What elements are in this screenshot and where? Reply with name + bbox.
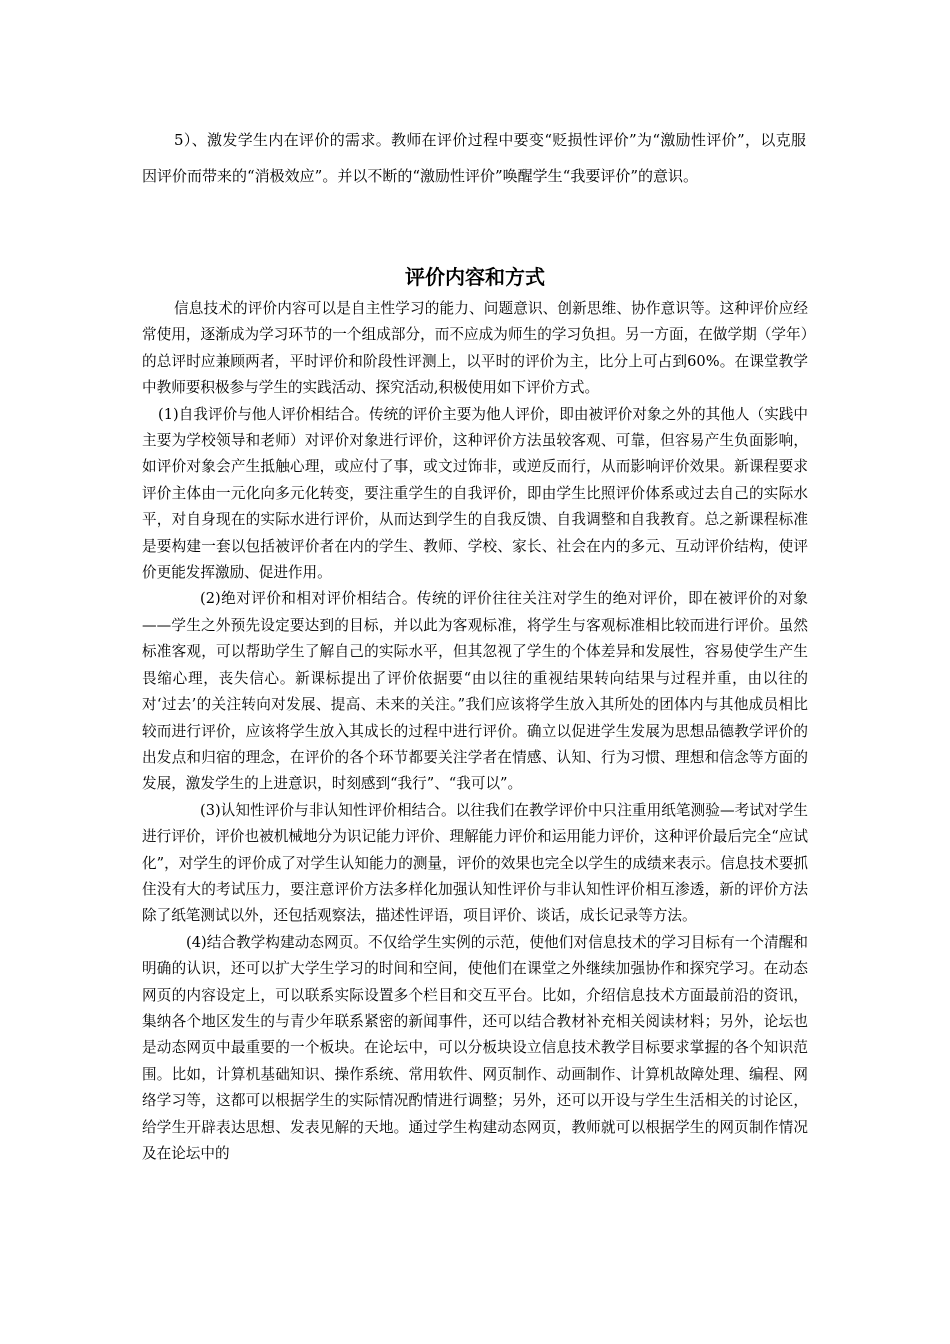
- paragraph-cognitive-noncognitive-evaluation: (3)认知性评价与非认知性评价相结合。以往我们在教学评价中只注重用纸笔测验—考试对学生进行评价，评价也被机械地分为识记能力评价、理解能力评价和运用能力评价，这种评价最后完全“应试化”，对学生的评价成了对学生认知能力的测量，评价的效果也完全以学生的成绩来表示。信息技术要抓住没有大的考试压力，要注意评价方法多样化加强认知性评价与非认知性评价相互渗透，新的评价方法除了纸笔测试以外，还包括观察法，描述性评语，项目评价、谈话，成长记录等方法。: [142, 801, 808, 925]
- intro-paragraph: 5）、激发学生内在评价的需求。教师在评价过程中要变“贬损性评价”为“激励性评价”，以克服因评价而带来的“消极效应”。并以不断的“激励性评价”唤醒学生“我要评价”的意识。: [142, 131, 806, 185]
- section-body: [142, 296, 808, 1167]
- section-title: 评价内容和方式: [405, 265, 545, 289]
- paragraph-absolute-relative-evaluation: (2)绝对评价和相对评价相结合。传统的评价往往关注对学生的绝对评价，即在被评价的对象——学生之外预先设定要达到的目标，并以此为客观标准，将学生与客观标准相比较而进行评价。虽然标准客观，可以帮助学生了解自己的实际水平，但其忽视了学生的个体差异和发展性，容易使学生产生畏缩心理，丧失信心。新课标提出了评价依据要“由以往的重视结果转向结果与过程并重，由以往的对‘过去’的关注转向对发展、提高、未来的关注。”我们应该将学生放入其所处的团体内与其他成员相比较而进行评价，应该将学生放入其成长的过程中进行评价。确立以促进学生发展为思想品德教学评价的出发点和归宿的理念，在评价的各个环节都要关注学者在情感、认知、行为习惯、理想和信念等方面的发展，激发学生的上进意识，时刻感到“我行”、“我可以”。: [142, 590, 808, 793]
- paragraph-self-and-peer-evaluation: (1)自我评价与他人评价相结合。传统的评价主要为他人评价，即由被评价对象之外的其他人（实践中主要为学校领导和老师）对评价对象进行评价，这种评价方法虽较客观、可靠，但容易产生负面影响，如评价对象会产生抵触心理，或应付了事，或文过饰非，或逆反而行，从而影响评价效果。新课程要求评价主体由一元化向多元化转变，要注重学生的自我评价，即由学生比照评价体系或过去自己的实际水平，对自身现在的实际水进行评价，从而达到学生的自我反馈、自我调整和自我教育。总之新课程标准是要构建一套以包括被评价者在内的学生、教师、学校、家长、社会在内的多元、互动评价结构，使评价更能发挥激励、促进作用。: [142, 405, 808, 582]
- paragraph-evaluation-content: 信息技术的评价内容可以是自主性学习的能力、问题意识、创新思维、协作意识等。这种评价应经常使用，逐渐成为学习环节的一个组成部分，而不应成为师生的学习负担。另一方面，在做学期（学年）的总评时应兼顾两者，平时评价和阶段性评测上，以平时的评价为主，比分上可占到60%。在课堂教学中教师要积极参与学生的实践活动、探究活动,积极使用如下评价方式。: [142, 300, 808, 397]
- paragraph-dynamic-webpage: (4)结合教学构建动态网页。不仅给学生实例的示范，使他们对信息技术的学习目标有一个清醒和明确的认识，还可以扩大学生学习的时间和空间，使他们在课堂之外继续加强协作和探究学习。在动态网页的内容设定上，可以联系实际设置多个栏目和交互平台。比如，介绍信息技术方面最前沿的资讯，集纳各个地区发生的与青少年联系紧密的新闻事件，还可以结合教材补充相关阅读材料；另外，论坛也是动态网页中最重要的一个板块。在论坛中，可以分板块设立信息技术教学目标要求掌握的各个知识范围。比如，计算机基础知识、操作系统、常用软件、网页制作、动画制作、计算机故障处理、编程、网络学习等，这都可以根据学生的实际情况酌情进行调整；另外，还可以开设与学生生活相关的讨论区，给学生开辟表达思想、发表见解的天地。通过学生构建动态网页，教师就可以根据学生的网页制作情况及在论坛中的: [142, 933, 808, 1162]
